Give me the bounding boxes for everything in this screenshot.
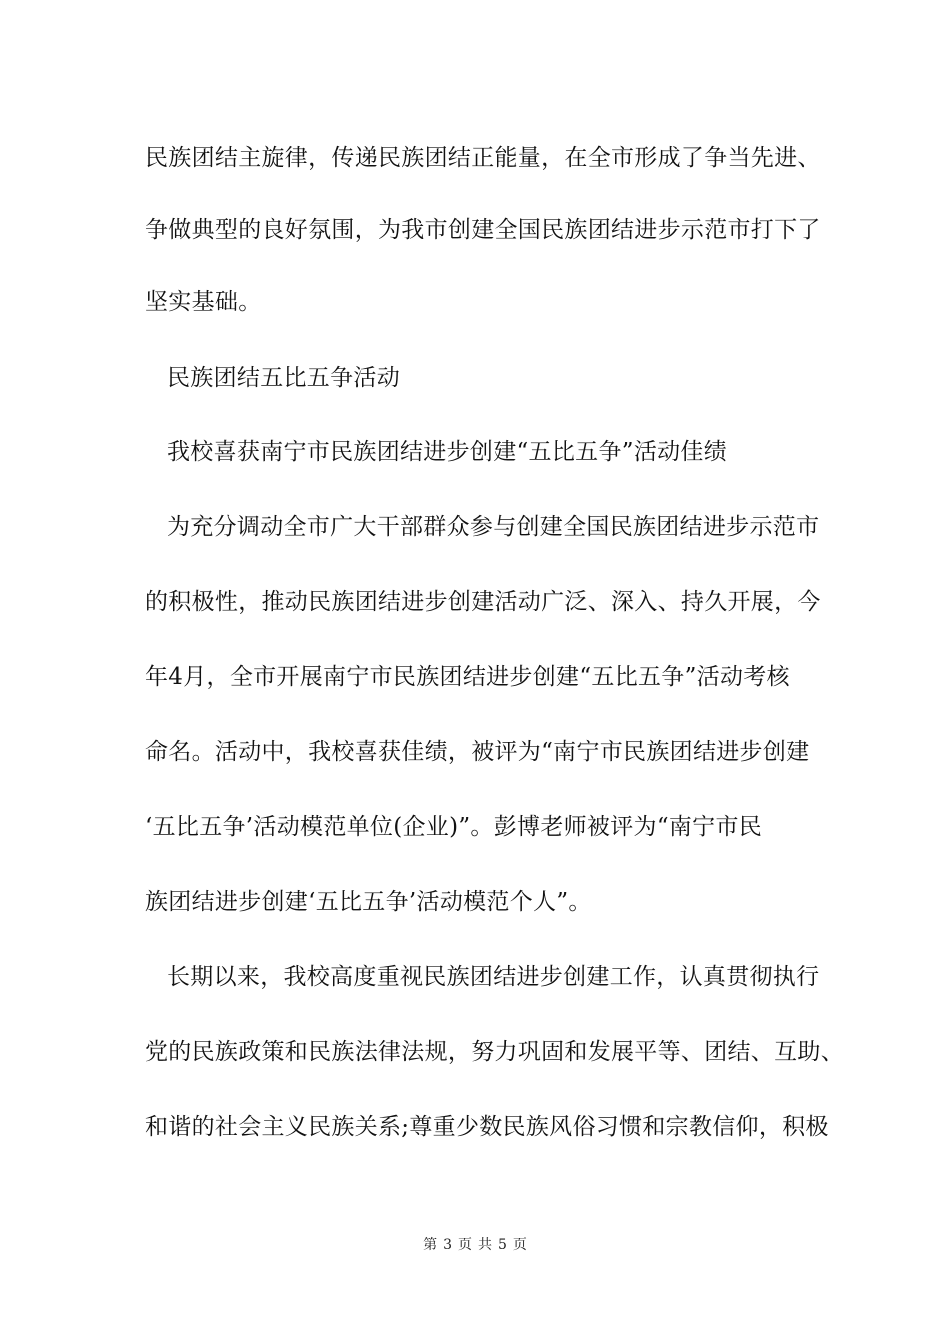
footer-page-word-2: 页 (512, 1237, 527, 1253)
text-line: 党的民族政策和民族法律法规，努力巩固和发展平等、团结、互助、 (145, 1039, 844, 1065)
text-line: 长期以来，我校高度重视民族团结进步创建工作，认真贯彻执行 (167, 964, 820, 990)
footer-page-word: 页 (458, 1237, 472, 1253)
footer-current-page: 3 (443, 1237, 452, 1253)
footer-total-pages: 5 (498, 1237, 507, 1253)
article-title: 我校喜获南宁市民族团结进步创建“五比五争”活动佳绩 (167, 439, 728, 465)
text-line: 民族团结主旋律，传递民族团结正能量，在全市形成了争当先进、 (145, 145, 821, 171)
text-line: 和谐的社会主义民族关系;尊重少数民族风俗习惯和宗教信仰，积极 (145, 1114, 829, 1140)
text-line: 坚实基础。 (145, 289, 262, 315)
text-line: 为充分调动全市广大干部群众参与创建全国民族团结进步示范市 (167, 514, 820, 540)
text-line: 的积极性，推动民族团结进步创建活动广泛、深入、持久开展，今 (145, 589, 821, 615)
text-line: 命名。活动中，我校喜获佳绩，被评为“南宁市民族团结进步创建 (145, 739, 810, 765)
footer-total-prefix: 共 (478, 1237, 492, 1253)
text-line: 族团结进步创建‘五比五争’活动模范个人”。 (145, 889, 592, 915)
section-heading: 民族团结五比五争活动 (167, 365, 400, 391)
page-footer (0, 1236, 950, 1254)
text-line: ‘五比五争’活动模范单位(企业)”。彭博老师被评为“南宁市民 (145, 814, 763, 840)
text-line: 年4月，全市开展南宁市民族团结进步创建“五比五争”活动考核 (145, 664, 790, 690)
text-line: 争做典型的良好氛围，为我市创建全国民族团结进步示范市打下了 (145, 217, 821, 243)
footer-prefix: 第 (423, 1237, 438, 1253)
